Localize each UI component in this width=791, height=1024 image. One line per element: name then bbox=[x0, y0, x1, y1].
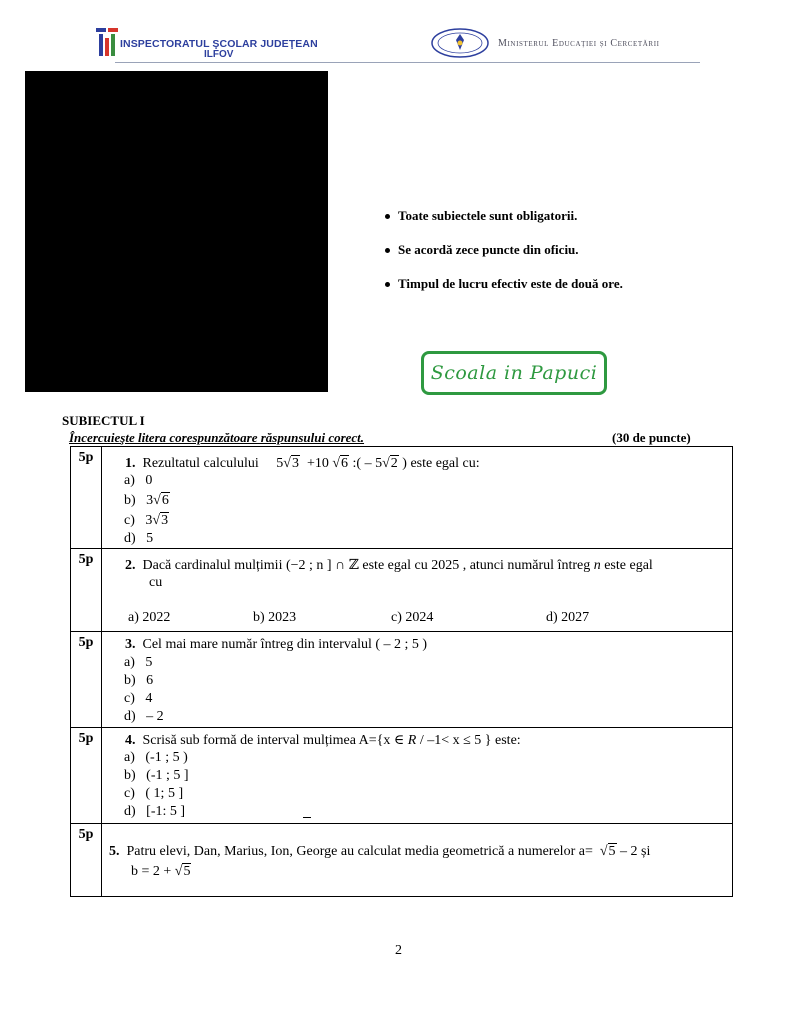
answer-option[interactable]: a) 0 bbox=[124, 473, 153, 488]
sqrt-expression: √2 bbox=[382, 456, 398, 471]
question-text: 2. Dacă cardinalul mulțimii (−2 ; n ] ∩ ℤ este egal cu 2025 , atunci numărul întreg n este egal bbox=[125, 558, 653, 573]
sqrt-expression: √3 bbox=[152, 513, 169, 528]
answer-option[interactable]: c) 3√3 bbox=[124, 513, 169, 528]
question-text: 1. Rezultatul calculului 5√3 +10 √6 :( – 5√2 ) este egal cu: bbox=[125, 456, 480, 471]
answer-option[interactable]: c) ( 1; 5 ] bbox=[124, 786, 184, 801]
bullet-icon bbox=[385, 282, 390, 287]
rule-item: Toate subiectele sunt obligatorii. bbox=[385, 208, 577, 224]
question-row-4 bbox=[70, 727, 733, 823]
rule-item: Se acordă zece puncte din oficiu. bbox=[385, 242, 579, 258]
isj-title: INSPECTORATUL ŞCOLAR JUDEŢEAN bbox=[120, 38, 318, 50]
page-number: 2 bbox=[395, 943, 402, 958]
answer-option[interactable]: a) (-1 ; 5 ) bbox=[124, 750, 188, 765]
isj-county: ILFOV bbox=[204, 49, 234, 60]
question-points: 5p bbox=[71, 824, 102, 896]
answer-option[interactable]: c) 4 bbox=[124, 691, 153, 706]
sqrt-expression: √6 bbox=[332, 456, 349, 471]
underscore-mark bbox=[303, 817, 311, 818]
section-instruction: Încercuieşte litera corespunzătoare răspunsului corect. bbox=[69, 430, 365, 445]
sqrt-expression: √6 bbox=[153, 493, 169, 508]
question-row-5 bbox=[70, 823, 733, 897]
government-seal-icon bbox=[430, 28, 490, 58]
question-row-1 bbox=[70, 446, 733, 548]
bullet-icon bbox=[385, 248, 390, 253]
question-text: 3. Cel mai mare număr întreg din intervalul ( – 2 ; 5 ) bbox=[125, 637, 428, 652]
section-points: (30 de puncte) bbox=[612, 430, 691, 445]
answer-option[interactable]: d) 2027 bbox=[546, 610, 590, 625]
answer-option[interactable]: d) 5 bbox=[124, 531, 154, 546]
redacted-block bbox=[25, 71, 328, 392]
question-text: 5. Patru elevi, Dan, Marius, Ion, George au calculat media geometrică a numerelor a= √5 – 2 și bbox=[109, 844, 651, 859]
question-text-continued: b = 2 + √5 bbox=[131, 864, 191, 879]
sqrt-expression: √5 bbox=[174, 864, 191, 879]
isj-mark-icon bbox=[96, 26, 118, 58]
question-text-continued: cu bbox=[149, 575, 163, 590]
answer-option[interactable]: b) (-1 ; 5 ] bbox=[124, 768, 189, 783]
question-points: 5p bbox=[71, 549, 102, 631]
answer-option[interactable]: a) 2022 bbox=[128, 610, 171, 625]
answer-option[interactable]: b) 6 bbox=[124, 673, 154, 688]
question-points: 5p bbox=[71, 728, 102, 823]
answer-option[interactable]: b) 3√6 bbox=[124, 493, 169, 508]
answer-option[interactable]: b) 2023 bbox=[253, 610, 297, 625]
sqrt-expression: √3 bbox=[283, 456, 299, 471]
scoala-in-papuci-logo bbox=[421, 351, 607, 395]
bullet-icon bbox=[385, 214, 390, 219]
question-row-2 bbox=[70, 548, 733, 631]
answer-option[interactable]: c) 2024 bbox=[391, 610, 434, 625]
isj-ilfov-logo bbox=[96, 26, 336, 60]
sqrt-expression: √5 bbox=[599, 844, 616, 859]
question-text: 4. Scrisă sub formă de interval mulțimea A={x ∈ R / –1< x ≤ 5 } este: bbox=[125, 733, 521, 748]
question-points: 5p bbox=[71, 447, 102, 548]
rule-item: Timpul de lucru efectiv este de două ore. bbox=[385, 276, 623, 292]
stamp-text: Scoala in Papuci bbox=[430, 362, 598, 384]
header-divider bbox=[115, 62, 700, 63]
answer-option[interactable]: d) – 2 bbox=[124, 709, 164, 724]
section-title: SUBIECTUL I bbox=[62, 413, 145, 428]
answer-option[interactable]: a) 5 bbox=[124, 655, 153, 670]
question-row-3 bbox=[70, 631, 733, 727]
question-points: 5p bbox=[71, 632, 102, 727]
ministry-name: Ministerul Educației și Cercetării bbox=[498, 38, 660, 49]
answer-option[interactable]: d) [-1: 5 ] bbox=[124, 804, 186, 819]
